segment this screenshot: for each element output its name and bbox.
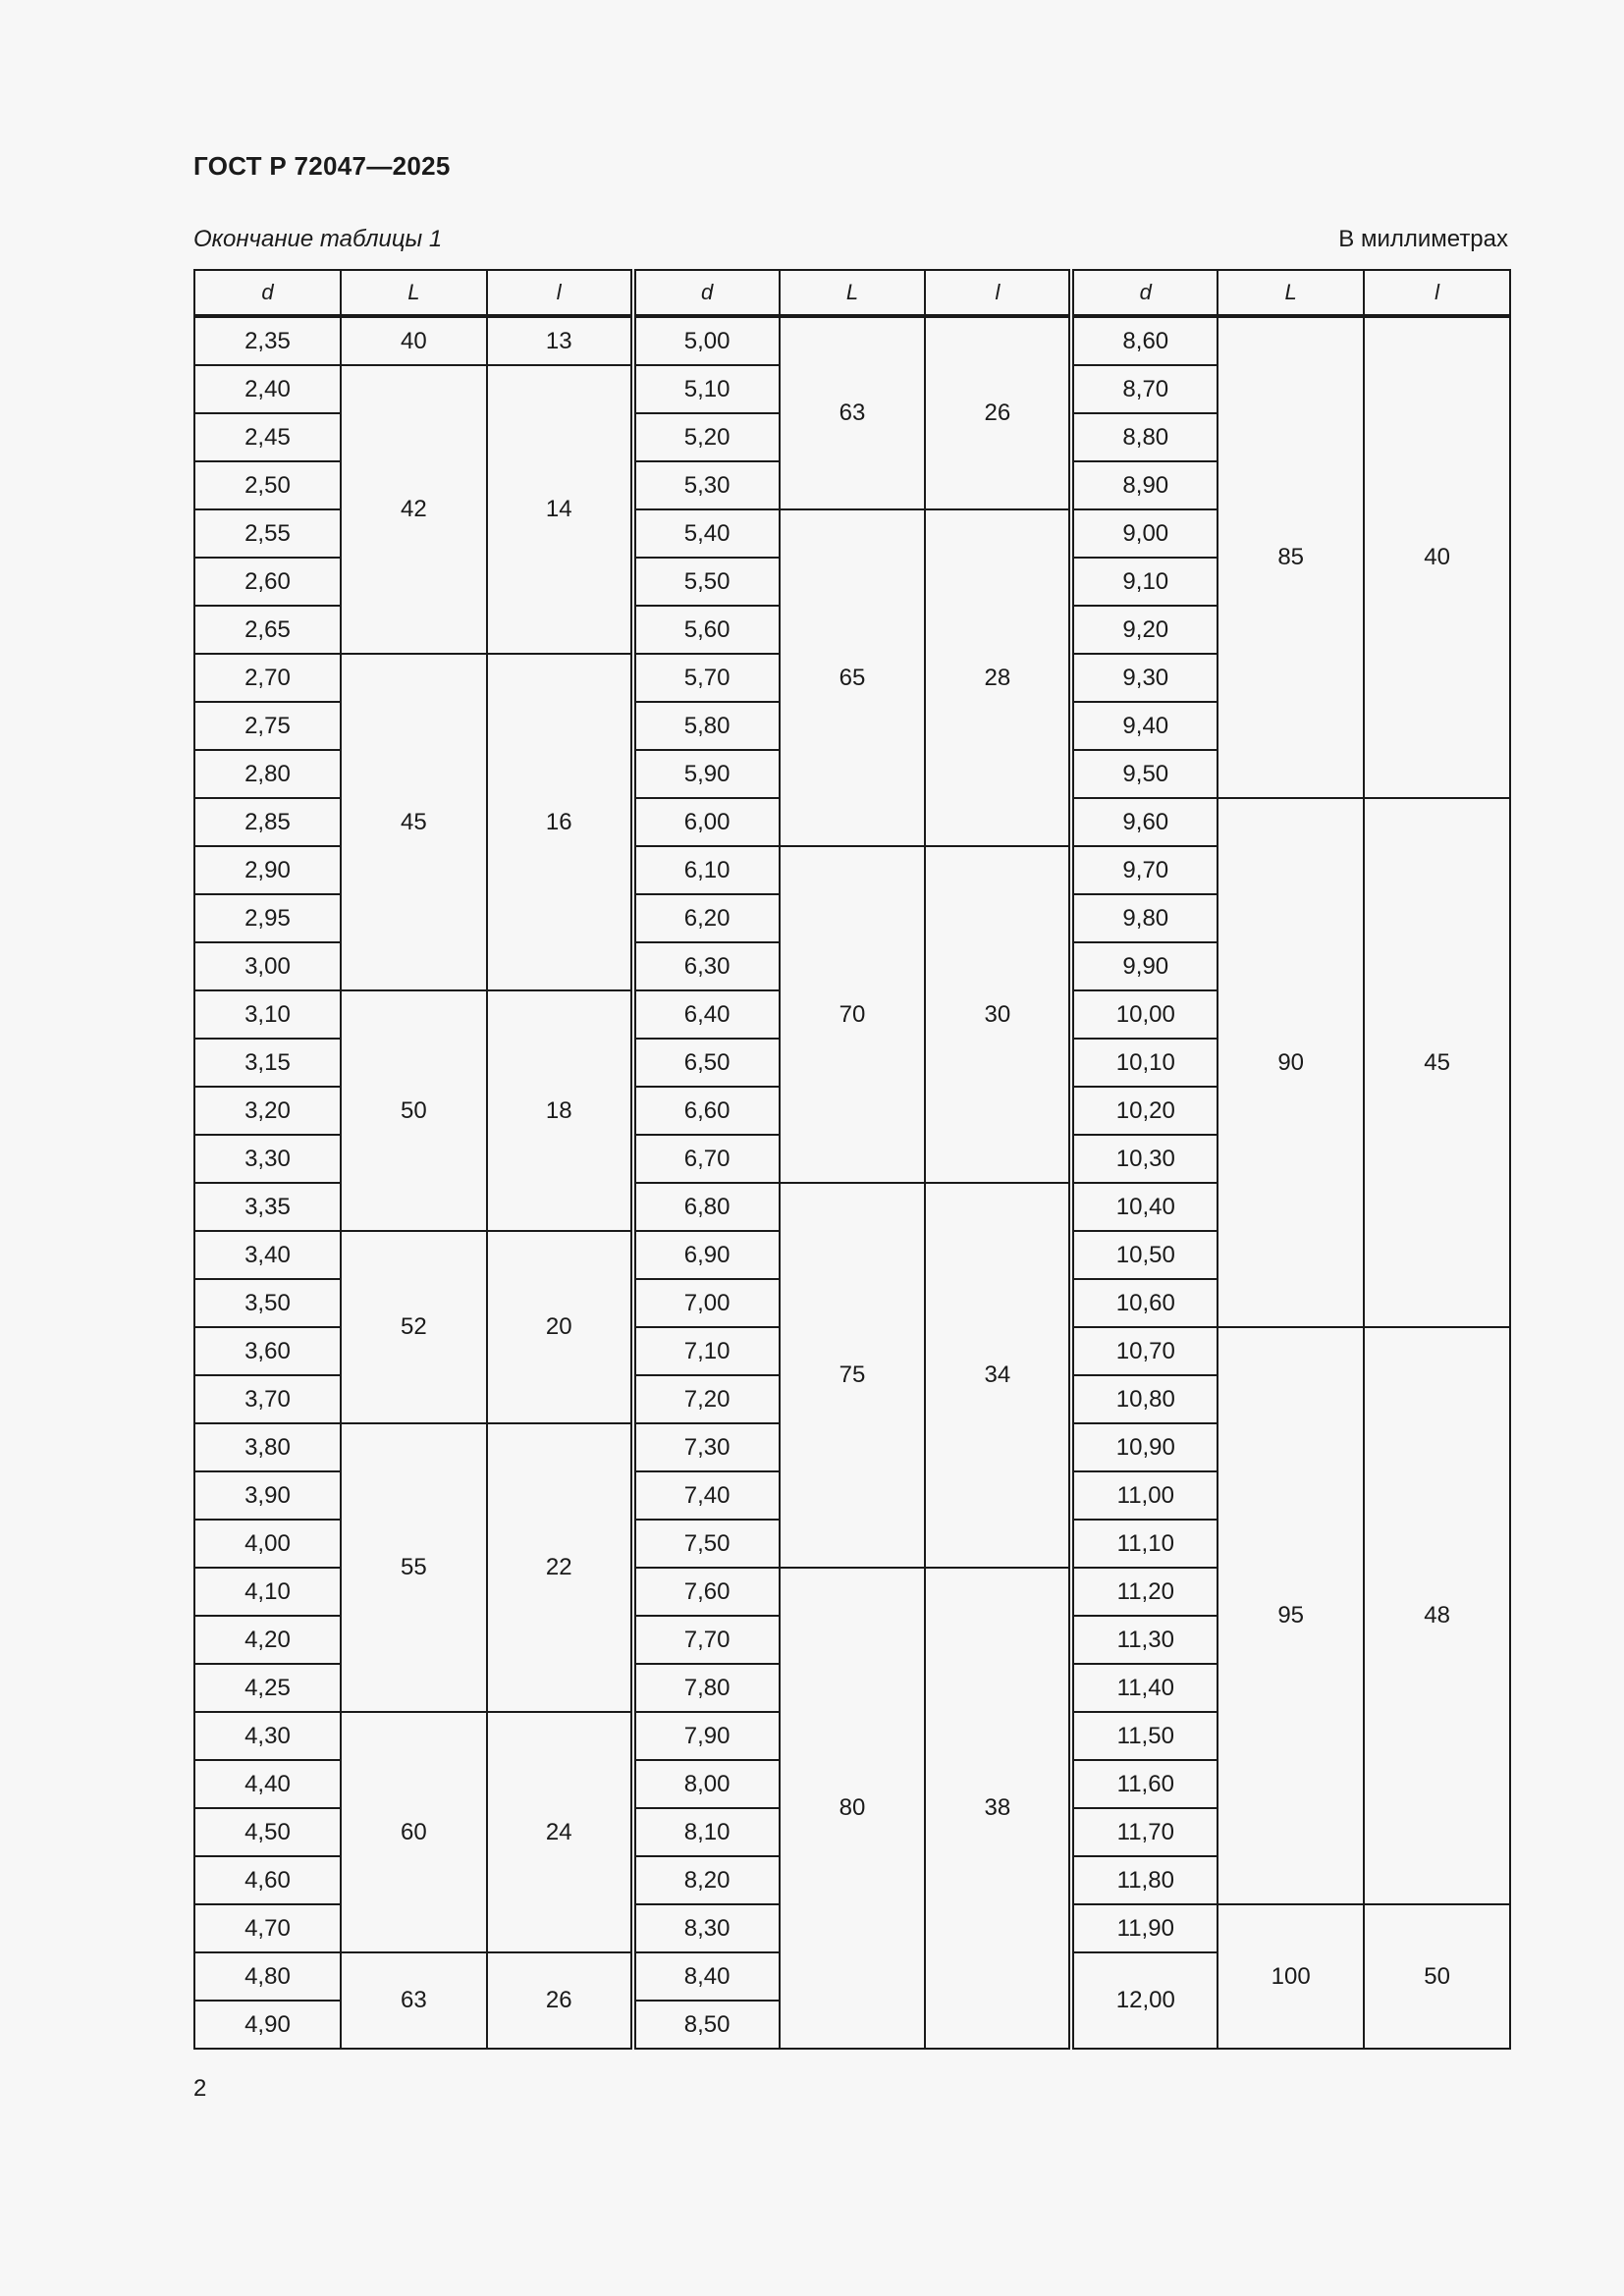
cell-d: 9,20: [1071, 606, 1218, 654]
cell-d: 6,10: [633, 846, 780, 894]
cell-l: 45: [1364, 798, 1510, 1327]
cell-d: 8,60: [1071, 316, 1218, 365]
cell-d: 11,70: [1071, 1808, 1218, 1856]
cell-d: 4,80: [194, 1952, 341, 2001]
cell-d: 8,30: [633, 1904, 780, 1952]
cell-d: 2,50: [194, 461, 341, 509]
cell-d: 4,00: [194, 1520, 341, 1568]
cell-d: 3,70: [194, 1375, 341, 1423]
cell-L: 50: [341, 990, 487, 1231]
cell-d: 7,10: [633, 1327, 780, 1375]
cell-d: 7,90: [633, 1712, 780, 1760]
cell-d: 4,90: [194, 2001, 341, 2049]
cell-d: 8,00: [633, 1760, 780, 1808]
cell-L: 100: [1218, 1904, 1364, 2049]
cell-d: 11,50: [1071, 1712, 1218, 1760]
cell-d: 10,50: [1071, 1231, 1218, 1279]
cell-d: 9,00: [1071, 509, 1218, 558]
cell-d: 5,20: [633, 413, 780, 461]
cell-d: 2,95: [194, 894, 341, 942]
cell-d: 11,80: [1071, 1856, 1218, 1904]
col-header-l: l: [487, 270, 633, 316]
cell-d: 10,70: [1071, 1327, 1218, 1375]
cell-d: 7,20: [633, 1375, 780, 1423]
cell-L: 80: [780, 1568, 926, 2049]
cell-d: 4,60: [194, 1856, 341, 1904]
cell-d: 5,30: [633, 461, 780, 509]
col-header-L: L: [341, 270, 487, 316]
cell-d: 11,10: [1071, 1520, 1218, 1568]
cell-d: 7,30: [633, 1423, 780, 1471]
cell-d: 2,45: [194, 413, 341, 461]
cell-d: 4,25: [194, 1664, 341, 1712]
cell-l: 34: [925, 1183, 1071, 1568]
cell-d: 5,40: [633, 509, 780, 558]
cell-d: 4,70: [194, 1904, 341, 1952]
col-header-L: L: [1218, 270, 1364, 316]
cell-d: 2,85: [194, 798, 341, 846]
cell-l: 20: [487, 1231, 633, 1423]
cell-L: 75: [780, 1183, 926, 1568]
cell-d: 6,40: [633, 990, 780, 1039]
cell-L: 95: [1218, 1327, 1364, 1904]
cell-d: 12,00: [1071, 1952, 1218, 2049]
cell-d: 6,80: [633, 1183, 780, 1231]
cell-d: 5,70: [633, 654, 780, 702]
cell-d: 2,60: [194, 558, 341, 606]
cell-l: 48: [1364, 1327, 1510, 1904]
cell-d: 7,70: [633, 1616, 780, 1664]
cell-d: 9,80: [1071, 894, 1218, 942]
cell-d: 7,80: [633, 1664, 780, 1712]
cell-d: 5,50: [633, 558, 780, 606]
cell-d: 11,00: [1071, 1471, 1218, 1520]
cell-d: 2,75: [194, 702, 341, 750]
cell-L: 70: [780, 846, 926, 1183]
cell-d: 6,70: [633, 1135, 780, 1183]
cell-d: 4,10: [194, 1568, 341, 1616]
cell-d: 5,90: [633, 750, 780, 798]
cell-d: 5,60: [633, 606, 780, 654]
cell-L: 45: [341, 654, 487, 990]
cell-d: 11,60: [1071, 1760, 1218, 1808]
col-header-l: l: [925, 270, 1071, 316]
cell-d: 6,50: [633, 1039, 780, 1087]
cell-d: 9,90: [1071, 942, 1218, 990]
cell-L: 40: [341, 316, 487, 365]
cell-d: 5,10: [633, 365, 780, 413]
cell-l: 50: [1364, 1904, 1510, 2049]
cell-l: 26: [487, 1952, 633, 2049]
cell-l: 38: [925, 1568, 1071, 2049]
table-caption: Окончание таблицы 1: [193, 226, 443, 252]
cell-d: 2,35: [194, 316, 341, 365]
cell-l: 13: [487, 316, 633, 365]
cell-d: 2,40: [194, 365, 341, 413]
col-header-d: d: [1071, 270, 1218, 316]
cell-d: 2,90: [194, 846, 341, 894]
cell-d: 2,70: [194, 654, 341, 702]
cell-d: 3,60: [194, 1327, 341, 1375]
cell-d: 7,40: [633, 1471, 780, 1520]
cell-d: 6,60: [633, 1087, 780, 1135]
cell-L: 60: [341, 1712, 487, 1952]
cell-L: 90: [1218, 798, 1364, 1327]
cell-l: 40: [1364, 316, 1510, 798]
cell-d: 6,20: [633, 894, 780, 942]
cell-d: 4,30: [194, 1712, 341, 1760]
cell-d: 2,55: [194, 509, 341, 558]
cell-l: 30: [925, 846, 1071, 1183]
cell-l: 18: [487, 990, 633, 1231]
cell-d: 3,00: [194, 942, 341, 990]
cell-d: 5,80: [633, 702, 780, 750]
cell-d: 8,40: [633, 1952, 780, 2001]
cell-L: 52: [341, 1231, 487, 1423]
cell-d: 10,40: [1071, 1183, 1218, 1231]
cell-d: 3,10: [194, 990, 341, 1039]
cell-d: 10,80: [1071, 1375, 1218, 1423]
cell-l: 16: [487, 654, 633, 990]
cell-d: 7,60: [633, 1568, 780, 1616]
cell-d: 3,30: [194, 1135, 341, 1183]
cell-d: 11,40: [1071, 1664, 1218, 1712]
cell-d: 6,00: [633, 798, 780, 846]
cell-d: 3,80: [194, 1423, 341, 1471]
col-header-l: l: [1364, 270, 1510, 316]
cell-L: 42: [341, 365, 487, 654]
cell-d: 11,90: [1071, 1904, 1218, 1952]
col-header-d: d: [194, 270, 341, 316]
cell-d: 3,15: [194, 1039, 341, 1087]
col-header-L: L: [780, 270, 926, 316]
cell-l: 28: [925, 509, 1071, 846]
col-header-d: d: [633, 270, 780, 316]
document-header: ГОСТ Р 72047—2025: [193, 151, 451, 181]
cell-d: 9,70: [1071, 846, 1218, 894]
cell-L: 63: [780, 316, 926, 509]
cell-d: 9,30: [1071, 654, 1218, 702]
cell-d: 3,90: [194, 1471, 341, 1520]
cell-d: 2,65: [194, 606, 341, 654]
cell-d: 8,10: [633, 1808, 780, 1856]
cell-L: 63: [341, 1952, 487, 2049]
cell-d: 11,30: [1071, 1616, 1218, 1664]
cell-d: 11,20: [1071, 1568, 1218, 1616]
cell-d: 8,50: [633, 2001, 780, 2049]
cell-d: 8,20: [633, 1856, 780, 1904]
cell-d: 7,00: [633, 1279, 780, 1327]
cell-d: 3,50: [194, 1279, 341, 1327]
page-number: 2: [193, 2075, 207, 2102]
table-row: [194, 316, 1510, 365]
cell-d: 9,40: [1071, 702, 1218, 750]
cell-d: 10,20: [1071, 1087, 1218, 1135]
cell-l: 26: [925, 316, 1071, 509]
dimensions-table: [193, 269, 1511, 2050]
cell-l: 22: [487, 1423, 633, 1712]
cell-L: 55: [341, 1423, 487, 1712]
cell-d: 4,50: [194, 1808, 341, 1856]
cell-d: 10,30: [1071, 1135, 1218, 1183]
cell-d: 4,20: [194, 1616, 341, 1664]
cell-d: 8,80: [1071, 413, 1218, 461]
cell-L: 85: [1218, 316, 1364, 798]
cell-d: 10,60: [1071, 1279, 1218, 1327]
cell-d: 8,70: [1071, 365, 1218, 413]
cell-d: 8,90: [1071, 461, 1218, 509]
cell-d: 9,60: [1071, 798, 1218, 846]
units-note: В миллиметрах: [1338, 226, 1508, 252]
cell-d: 10,10: [1071, 1039, 1218, 1087]
cell-d: 4,40: [194, 1760, 341, 1808]
table-header-row: [194, 270, 1510, 316]
cell-l: 24: [487, 1712, 633, 1952]
cell-d: 6,30: [633, 942, 780, 990]
cell-d: 10,90: [1071, 1423, 1218, 1471]
cell-L: 65: [780, 509, 926, 846]
cell-d: 9,50: [1071, 750, 1218, 798]
cell-d: 3,20: [194, 1087, 341, 1135]
cell-d: 6,90: [633, 1231, 780, 1279]
cell-d: 9,10: [1071, 558, 1218, 606]
cell-d: 2,80: [194, 750, 341, 798]
cell-d: 7,50: [633, 1520, 780, 1568]
cell-d: 5,00: [633, 316, 780, 365]
cell-d: 3,35: [194, 1183, 341, 1231]
cell-l: 14: [487, 365, 633, 654]
cell-d: 10,00: [1071, 990, 1218, 1039]
cell-d: 3,40: [194, 1231, 341, 1279]
